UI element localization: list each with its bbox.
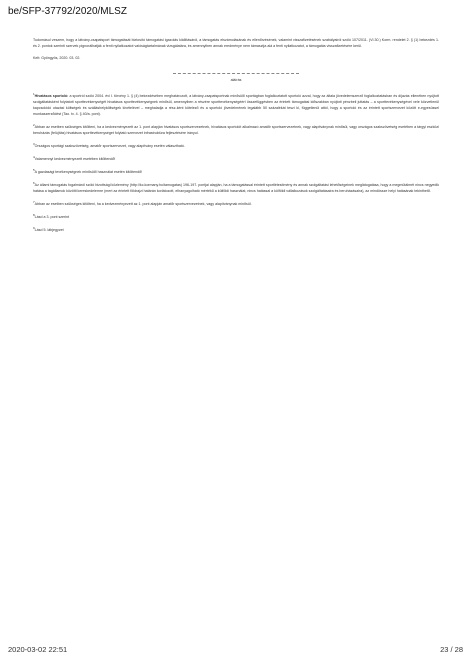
page-number: 23 / 28: [440, 645, 463, 654]
signature-line: [173, 73, 299, 74]
footnote-number: 3: [33, 141, 35, 146]
footnote-text: Abban az esetben szükséges kitölteni, ha a kedvezményezett az 1. pont alapján hivatásos sportszervezetnek, hivatásos sportolót alkalmazó amatőr sportszervezetnek, vagy alapítványnak minősül, vagy országos szakszövetség esetében a tárgyi eszközi beruházás (felújítás) hivatásos sporttevékenységet folytató szervezet infrastruktúra fejlesztésére irányul.: [33, 125, 439, 135]
footnote: [33, 227, 439, 233]
footnote-number: 1: [33, 91, 35, 96]
footnote-text: Lásd a 3. pont szerint: [34, 215, 70, 219]
footnote: [33, 201, 439, 207]
signature-date: Kelt: Gyöngyös, 2020. 03. 02.: [33, 56, 81, 60]
footnote-text: Az állami támogatás fogalmáról szóló bizottsági közlemény (http://kc.kormany.hu/tamogatas) 196-197. pontjai alapján, ha a támogatással érintett sportlétesítmény és annak szolgáltatási lehetőségeinek meglátogatása, hogy a megmütálmét nincs negyedik hatása a tagállamok közötti kereskedelemre (mert az érintett földrajzi határán korlátozott, elhanyagolható mértékű a külföldi használat, nincs hatással a külföldi vállalkozások szolgáltatásaira és beruházásaira), az mindössze helyi hatásának tekinthető.: [33, 183, 439, 193]
footnote-term: Hivatásos sportoló:: [34, 94, 69, 98]
footnote-number: 5: [33, 167, 35, 172]
footnote: [33, 124, 439, 136]
footnotes: [33, 93, 439, 233]
footnote-text: A gazdasági tevékenységnek minősülő használat esetén kitöltendő!: [34, 170, 143, 174]
footnote-number: 6: [33, 180, 35, 185]
document-id-header: be/SFP-37792/2020/MLSZ: [8, 6, 127, 17]
footnote-text: a sportról szóló 2004. évi I. törvény 1. § (4) bekezdésében meghatározott, a látvány-csapatsportnak minősülő sportágban foglalkoztatott sportoló azzal, hogy az általa jövedelemszerző foglalkoztatásban és díjazás ellenében nyújtott szolgáltatásként folytatott sporttevékenységét hivatásos sporttevékenységnek minősül, amennyiben a részére sporttevékenységéért összefüggésben az érintett támogatási időszakban nyújtott pénzbeli juttatás – a sporttevékenységével vele közvetlenül kapcsolódó utazási költségek és szálláshelyköltségek kivételével – meghaladja a rész-ként kötelező és a sportoló jövedelmének legalább 50 százalékát teszi ki, függetlenül attól, hogy a sportoló és az érintett sportszervezet között e-egyesüssel munkaszerződést (Tao. tv. 4. § 40/a. pont).: [33, 94, 439, 116]
page-content: [33, 37, 439, 240]
footnote: [33, 143, 439, 149]
print-timestamp: 2020-03-02 22:51: [8, 645, 68, 654]
footnote: [33, 214, 439, 220]
footnote-number: 4: [33, 154, 35, 159]
footnote-text: Lásd 5. lábjegyzet: [34, 228, 64, 232]
footnote-text: Abban az esetben szükséges kitölteni, ha a kedvezményezett az 1. pont alapján amatőr sportszervezetnek, vagy alapítványnak minősül.: [34, 202, 252, 206]
footnote-number: 9: [33, 225, 35, 230]
footnote-text: Országos sportági szakszövetség, amatőr sportszervezet, vagy alapítvány esetén választható.: [34, 144, 185, 148]
footnote: [33, 93, 439, 117]
footnote-text: Valamennyi kedvezményezett esetében kitöltendő!: [34, 157, 116, 161]
footnote: [33, 169, 439, 175]
footnote: [33, 156, 439, 162]
signature-label: aláírás: [230, 78, 242, 82]
footnote: [33, 182, 439, 194]
page-footer: [8, 645, 463, 654]
signature-block: [33, 67, 439, 93]
footnote-number: 2: [33, 122, 35, 127]
footnote-number: 8: [33, 212, 35, 217]
footnote-number: 7: [33, 199, 35, 204]
declaration-paragraph: Tudomásul veszem, hogy a látvány-csapatsport támogatását biztosító támogatási igazolás kiállításáról, a támogatás elszámolásának és ellenőrzésének, valamint visszafizetésének szabályairól szóló 107/2011. (VI.30.) Korm. rendelet 2. § (1) bekezdés 1. és 2. pontok szerinti szervek pignorálhatják a fenti nyilatkozatot valóságtartalmának vizsgálatára, és amennyiben annak eredménye nem támasztja alá a fenti nyilatkozatot, a támogatás visszafizetésére kerül.: [33, 38, 439, 48]
